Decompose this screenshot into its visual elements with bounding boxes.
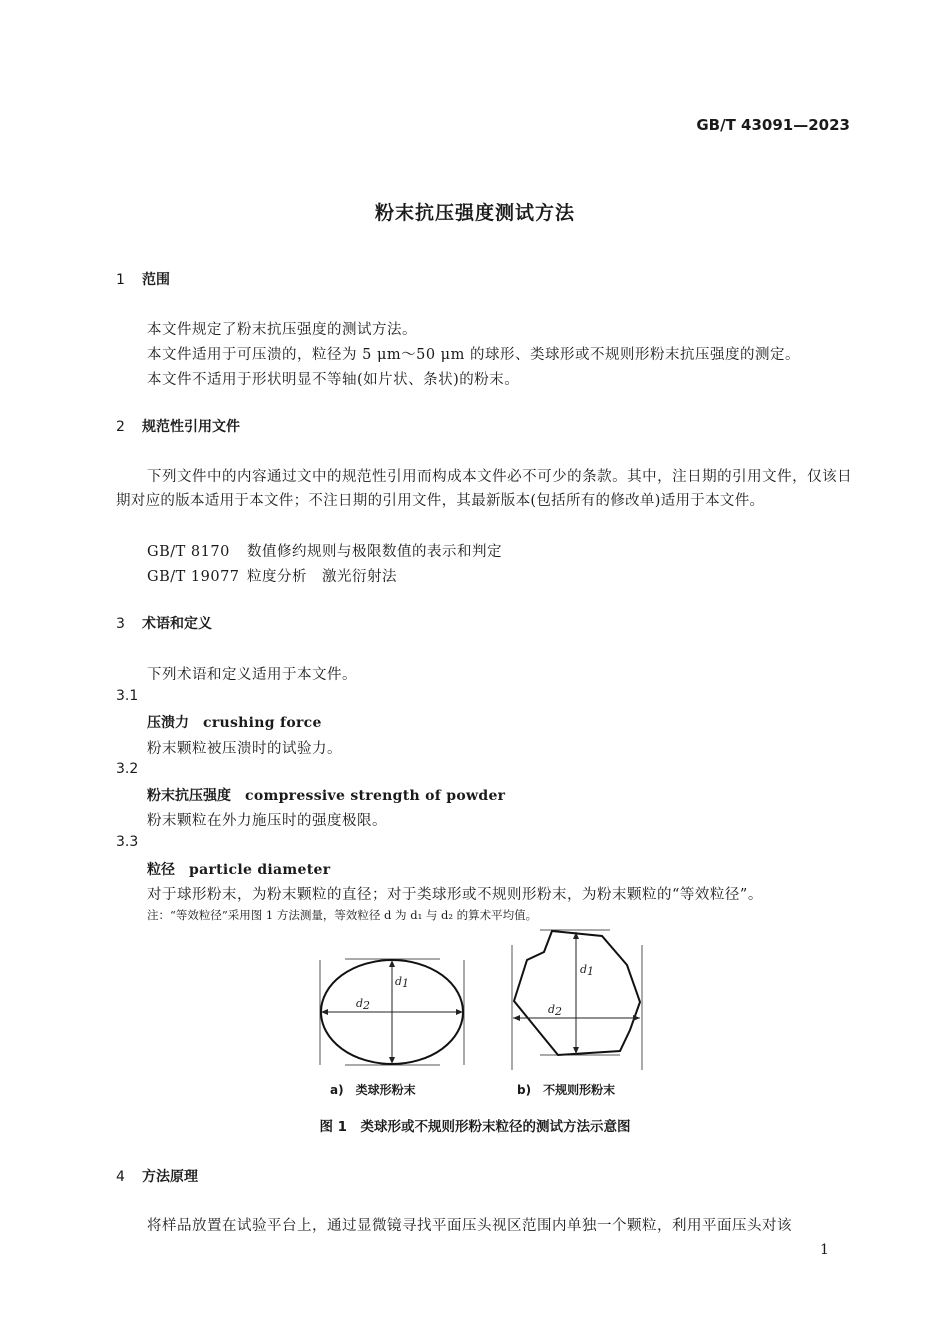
figure-caption-b: b) 不规则形粉末 — [517, 1083, 616, 1097]
section-title: 范围 — [142, 272, 170, 288]
paragraph: 本文件适用于可压溃的，粒径为 5 μm～50 μm 的球形、类球形或不规则形粉末抗压强度的测定。 — [147, 347, 800, 363]
term-entry — [147, 712, 322, 732]
standard-number: GB/T 43091—2023 — [696, 116, 850, 134]
paragraph: 下列文件中的内容通过文中的规范性引用而构成本文件必不可少的条款。其中，注日期的引用文件，仅该日期对应的版本适用于本文件；不注日期的引用文件，其最新版本(包括所有的修改单)适用于本文件。 — [116, 469, 852, 509]
section-3-heading — [116, 613, 212, 633]
section-4-heading — [116, 1166, 198, 1186]
paragraph: 下列术语和定义适用于本文件。 — [147, 667, 357, 683]
section-2-heading — [116, 416, 240, 436]
term-number: 3.3 — [116, 834, 139, 850]
d1-label: d1 — [395, 975, 410, 990]
d2-label: d2 — [356, 997, 371, 1012]
term-english: crushing force — [203, 715, 322, 731]
term-chinese: 粉末抗压强度 — [147, 788, 231, 804]
note: 注：“等效粒径”采用图 1 方法测量，等效粒径 d 为 d₁ 与 d₂ 的算术平均值。 — [147, 908, 538, 922]
d1-label: d1 — [580, 963, 595, 978]
section-title: 术语和定义 — [142, 616, 212, 632]
term-entry — [147, 859, 330, 879]
section-number: 3 — [116, 616, 125, 632]
section-number: 4 — [116, 1169, 125, 1185]
term-definition: 对于球形粉末，为粉末颗粒的直径；对于类球形或不规则形粉末，为粉末颗粒的“等效粒径”。 — [147, 887, 763, 903]
term-definition: 粉末颗粒被压溃时的试验力。 — [147, 741, 342, 757]
paragraph: 将样品放置在试验平台上，通过显微镜寻找平面压头视区范围内单独一个颗粒，利用平面压头对该 — [147, 1218, 792, 1234]
irregular-outline — [514, 931, 640, 1055]
section-title: 方法原理 — [142, 1169, 198, 1185]
term-chinese: 粒径 — [147, 862, 175, 878]
reference-code: GB/T 8170 — [147, 544, 230, 560]
term-chinese: 压溃力 — [147, 715, 189, 731]
term-english: compressive strength of powder — [245, 788, 506, 804]
normative-reference — [147, 540, 502, 561]
section-number: 1 — [116, 272, 125, 288]
figure-1-diagram — [300, 925, 660, 1075]
term-number: 3.2 — [116, 761, 139, 777]
term-definition: 粉末颗粒在外力施压时的强度极限。 — [147, 813, 387, 829]
term-entry — [147, 785, 505, 805]
term-english: particle diameter — [189, 862, 331, 878]
section-title: 规范性引用文件 — [142, 419, 240, 435]
document-title: 粉末抗压强度测试方法 — [374, 202, 575, 224]
normative-reference — [147, 565, 397, 586]
section-1-heading — [116, 269, 170, 289]
figure-caption-a: a) 类球形粉末 — [330, 1083, 416, 1097]
paragraph: 本文件规定了粉末抗压强度的测试方法。 — [147, 322, 417, 338]
paragraph: 本文件不适用于形状明显不等轴(如片状、条状)的粉末。 — [147, 372, 520, 388]
page-number: 1 — [820, 1242, 829, 1258]
term-number: 3.1 — [116, 688, 139, 704]
reference-title: 数值修约规则与极限数值的表示和判定 — [247, 544, 502, 560]
d2-label: d2 — [548, 1003, 563, 1018]
figure-title: 图 1 类球形或不规则形粉末粒径的测试方法示意图 — [319, 1119, 631, 1135]
section-number: 2 — [116, 419, 125, 435]
irregular-particle-diagram — [512, 930, 642, 1070]
reference-title: 粒度分析 激光衍射法 — [247, 569, 397, 585]
reference-code: GB/T 19077 — [147, 569, 240, 585]
spherical-particle-diagram — [320, 959, 464, 1065]
